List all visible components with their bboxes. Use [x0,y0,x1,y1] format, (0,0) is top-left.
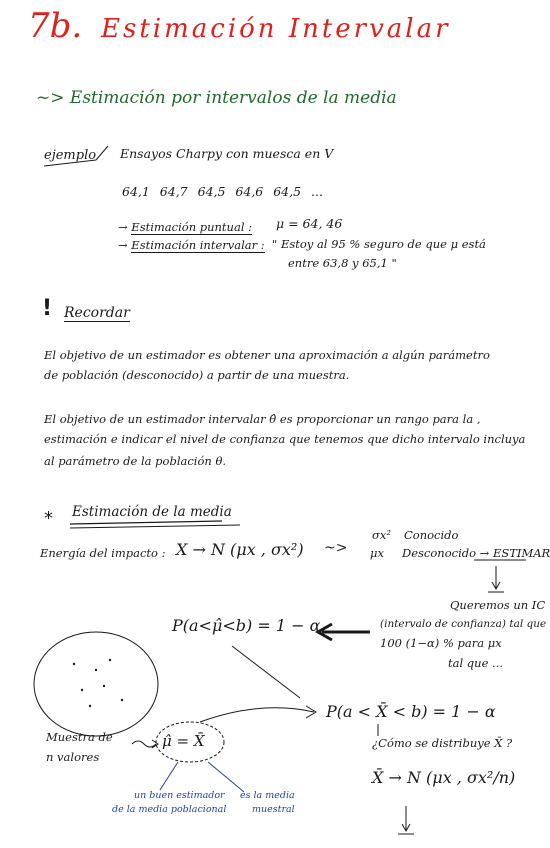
note-left-arrow [160,762,178,790]
sample-line1: Muestra de [46,730,113,744]
prob-xbar: P(a < X̄ < b) = 1 − α [326,702,496,721]
interval-label: Estimación intervalar : [131,238,265,252]
sample-arrow [132,741,156,747]
point-label: Estimación puntual : [131,220,253,234]
unknown-symbol: μx [370,546,384,560]
subtitle-arrow: ~> [36,88,65,108]
estimator-equation: μ̂ = X̄ [162,732,205,750]
ic-line4: tal que ... [448,656,504,670]
example-line1: Ensayos Charpy con muesca en V [120,146,334,161]
interval-value-2: entre 63,8 y 65,1 " [288,256,397,270]
note-left-line2: de la media poblacional [112,804,227,815]
subtitle-text: Estimación por intervalos de la media [69,88,397,108]
prob-mu-hat: P(a<μ̂<b) = 1 − α [172,616,321,635]
note-right-line1: es la media [240,790,295,801]
known-text: Conocido [404,528,459,542]
xbar-question: ¿Cómo se distribuye X̄ ? [372,736,513,750]
energy-label: Energía del impacto : [40,546,166,560]
section-label: Estimación de la media [72,504,232,520]
example-slash [96,146,108,160]
reminder-para2-line3: al parámetro de la población θ. [44,454,227,468]
sample-circle [34,632,158,736]
unknown-text: Desconocido → ESTIMAR [402,546,550,560]
xbar-distribution: X̄ → N (μx , σx²/n) [372,768,516,787]
estimator-circle [156,722,224,762]
reminder-label: Recordar [64,305,130,321]
reminder-para2-line2: estimación e indicar el nivel de confianza que tenemos que dicho intervalo incluya [44,432,526,446]
example-label: ejemplo [44,148,97,163]
curved-arrow [200,708,314,722]
reminder-para1-line2: de población (desconocido) a partir de una muestra. [44,368,350,382]
note-right-arrow [208,762,244,792]
section-underline-2 [70,525,240,528]
example-underline [44,160,96,166]
diagonal-arrow [232,646,300,698]
energy-arrow: ~> [324,540,348,556]
ic-line3: 100 (1−α) % para μx [380,636,502,650]
sample-line2: n valores [46,750,100,764]
ic-line1: Queremos un IC [450,598,546,612]
title-text: Estimación Intervalar [101,14,451,44]
section-bullet: * [44,508,53,529]
reminder-para1-line1: El objetivo de un estimador es obtener una aproximación a algún parámetro [44,348,490,362]
point-value: μ = 64, 46 [276,216,343,231]
ic-line2: (intervalo de confianza) tal que [380,618,547,630]
note-left-line1: un buen estimador [134,790,225,801]
reminder-para2-line1: El objetivo de un estimador intervalar θ̂ es proporcionar un rango para la , [44,412,481,426]
note-right-line2: muestral [252,804,295,815]
example-values: 64,1 64,7 64,5 64,6 64,5 ... [122,184,323,199]
interval-arrow: → [118,238,132,252]
section-underline [70,521,222,524]
known-symbol: σx² [372,528,391,542]
exclamation-icon: ! [42,296,53,321]
point-arrow: → [118,220,132,234]
title-number: 7b. [28,6,83,46]
interval-value-1: " Estoy al 95 % seguro de que μ está [272,237,486,251]
energy-distribution: X → N (μx , σx²) [176,540,304,559]
